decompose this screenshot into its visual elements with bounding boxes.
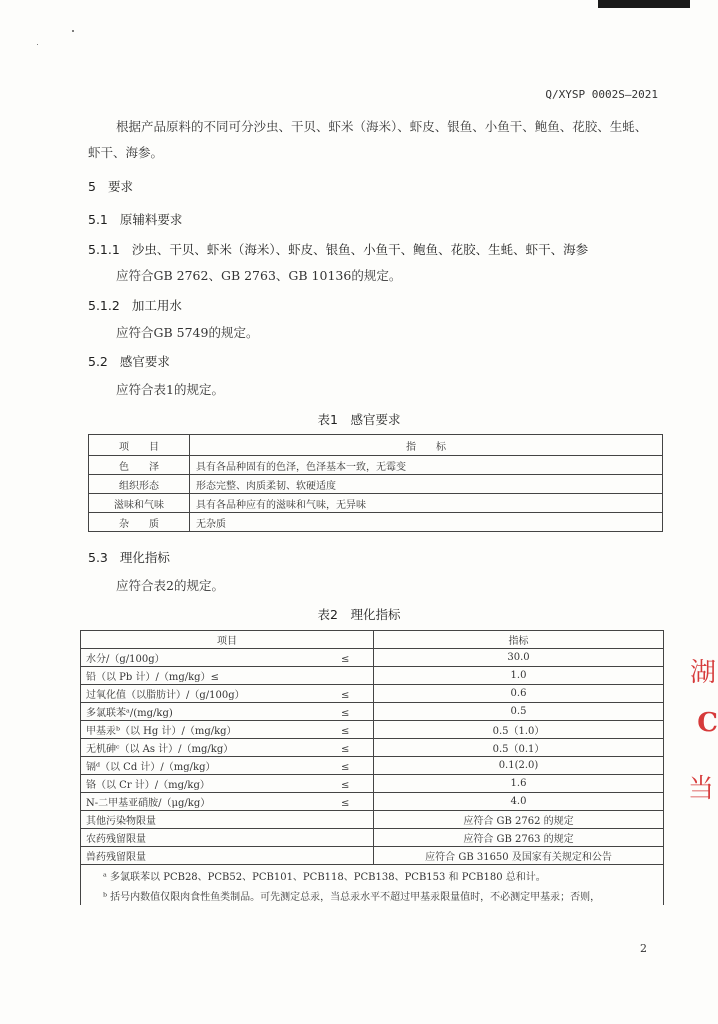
table-cell bbox=[81, 739, 374, 757]
item-label: 铅（以 Pb 计）/（mg/kg）≤ bbox=[86, 672, 219, 683]
table-cell bbox=[81, 649, 374, 667]
limit-symbol: ≤ bbox=[341, 726, 350, 737]
table-cell: 0.6 bbox=[374, 685, 664, 703]
section-5-heading bbox=[88, 177, 133, 195]
section-title: 加工用水 bbox=[131, 298, 182, 313]
section-title: 理化指标 bbox=[119, 550, 170, 565]
table-note-row bbox=[81, 865, 664, 886]
table-row bbox=[89, 475, 663, 494]
section-number: 5.3 bbox=[88, 550, 108, 565]
table-cell: 形态完整、肉质柔韧、软硬适度 bbox=[190, 475, 663, 494]
document-code: Q/XYSP 0002S—2021 bbox=[545, 88, 658, 101]
table-row bbox=[81, 775, 664, 793]
section-title: 原辅料要求 bbox=[119, 212, 183, 227]
table-cell bbox=[81, 829, 374, 847]
table-row bbox=[81, 793, 664, 811]
table-header-cell: 指标 bbox=[374, 631, 664, 649]
scan-bar bbox=[598, 0, 690, 8]
table-cell: 0.5（0.1） bbox=[374, 739, 664, 757]
table-row bbox=[81, 667, 664, 685]
table-cell: 无杂质 bbox=[190, 513, 663, 532]
table-note: ᵃ 多氯联苯以 PCB28、PCB52、PCB101、PCB118、PCB138、PCB153 和 PCB180 总和计。 bbox=[81, 865, 664, 886]
item-label: 农药残留限量 bbox=[86, 834, 146, 845]
section-number: 5.2 bbox=[88, 354, 108, 369]
section-title: 要求 bbox=[107, 179, 133, 194]
table-cell bbox=[81, 811, 374, 829]
table1-caption: 表1 感官要求 bbox=[317, 412, 401, 427]
table-cell: 0.5（1.0） bbox=[374, 721, 664, 739]
section-5-2-body: 应符合表1的规定。 bbox=[116, 382, 224, 397]
table-cell bbox=[81, 775, 374, 793]
table-cell bbox=[81, 685, 374, 703]
section-number: 5.1.1 bbox=[88, 242, 120, 257]
limit-symbol: ≤ bbox=[341, 798, 350, 809]
table-header-cell: 项 目 bbox=[89, 435, 190, 456]
item-label: 多氯联苯ᵃ/(mg/kg) bbox=[86, 708, 173, 719]
item-label: 过氧化值（以脂肪计）/（g/100g） bbox=[86, 690, 245, 701]
table-row bbox=[89, 494, 663, 513]
item-label: N-二甲基亚硝胺/（μg/kg） bbox=[86, 798, 211, 809]
limit-symbol: ≤ bbox=[341, 780, 350, 791]
item-label: 水分/（g/100g） bbox=[86, 654, 165, 665]
table-cell: 0.1(2.0) bbox=[374, 757, 664, 775]
table-cell: 1.6 bbox=[374, 775, 664, 793]
table-row bbox=[81, 649, 664, 667]
section-5-3-body: 应符合表2的规定。 bbox=[116, 578, 224, 593]
limit-symbol: ≤ bbox=[341, 654, 350, 665]
table-cell: 具有各品种应有的滋味和气味，无异味 bbox=[190, 494, 663, 513]
table-cell: 应符合 GB 2763 的规定 bbox=[374, 829, 664, 847]
table-header-row bbox=[89, 435, 663, 456]
section-number: 5.1 bbox=[88, 212, 108, 227]
table-row bbox=[89, 456, 663, 475]
section-title: 感官要求 bbox=[119, 354, 170, 369]
table2-caption: 表2 理化指标 bbox=[317, 607, 401, 622]
section-5-1-2-body: 应符合GB 5749的规定。 bbox=[116, 325, 259, 340]
table-row bbox=[81, 739, 664, 757]
table-header-cell: 项目 bbox=[81, 631, 374, 649]
table-header-cell: 指 标 bbox=[190, 435, 663, 456]
table-row bbox=[81, 829, 664, 847]
table-cell: 具有各品种固有的色泽，色泽基本一致，无霉变 bbox=[190, 456, 663, 475]
stamp-mark: C bbox=[697, 708, 718, 738]
sensory-requirements-table bbox=[88, 434, 663, 532]
section-5-2-heading bbox=[88, 352, 170, 370]
table-row bbox=[81, 685, 664, 703]
table-cell: 滋味和气味 bbox=[89, 494, 190, 513]
table-cell bbox=[81, 793, 374, 811]
limit-symbol: ≤ bbox=[341, 744, 350, 755]
item-label: 甲基汞ᵇ（以 Hg 计）/（mg/kg） bbox=[86, 726, 237, 737]
section-number: 5 bbox=[88, 179, 96, 194]
limit-symbol: ≤ bbox=[341, 762, 350, 773]
table-cell bbox=[81, 703, 374, 721]
table-header-row bbox=[81, 631, 664, 649]
section-5-1-1-heading bbox=[88, 240, 588, 258]
item-label: 镉ᵈ（以 Cd 计）/（mg/kg） bbox=[86, 762, 216, 773]
table-row bbox=[81, 847, 664, 865]
table-cell: 组织形态 bbox=[89, 475, 190, 494]
scan-speck bbox=[72, 30, 74, 32]
table-cell bbox=[81, 757, 374, 775]
table-row bbox=[81, 703, 664, 721]
limit-symbol: ≤ bbox=[341, 690, 350, 701]
table-cell: 应符合 GB 2762 的规定 bbox=[374, 811, 664, 829]
table-row bbox=[81, 721, 664, 739]
table-cell bbox=[81, 667, 374, 685]
table-row bbox=[89, 513, 663, 532]
table-cell: 应符合 GB 31650 及国家有关规定和公告 bbox=[374, 847, 664, 865]
table-row bbox=[81, 757, 664, 775]
table-cell bbox=[81, 847, 374, 865]
table-note-row bbox=[81, 885, 664, 905]
item-label: 无机砷ᶜ（以 As 计）/（mg/kg） bbox=[86, 744, 234, 755]
intro-paragraph-line1: 根据产品原料的不同可分沙虫、干贝、虾米（海米）、虾皮、银鱼、小鱼干、鲍鱼、花胶、生蚝、 bbox=[116, 119, 648, 134]
table-cell: 0.5 bbox=[374, 703, 664, 721]
table-cell bbox=[81, 721, 374, 739]
item-label: 兽药残留限量 bbox=[86, 852, 146, 863]
table-cell: 1.0 bbox=[374, 667, 664, 685]
section-5-1-heading bbox=[88, 210, 182, 228]
section-number: 5.1.2 bbox=[88, 298, 120, 313]
table-cell: 4.0 bbox=[374, 793, 664, 811]
section-5-1-1-body: 应符合GB 2762、GB 2763、GB 10136的规定。 bbox=[116, 268, 402, 283]
item-label: 铬（以 Cr 计）/（mg/kg） bbox=[86, 780, 210, 791]
table-note: ᵇ 括号内数值仅限肉食性鱼类制品。可先测定总汞，当总汞水平不超过甲基汞限量值时，不必测定甲基汞；否则， bbox=[81, 885, 664, 905]
intro-paragraph-line2: 虾干、海参。 bbox=[88, 145, 164, 160]
physicochemical-table bbox=[80, 630, 664, 905]
table-cell: 色 泽 bbox=[89, 456, 190, 475]
table-cell: 30.0 bbox=[374, 649, 664, 667]
page-number: 2 bbox=[640, 942, 647, 955]
section-5-1-2-heading bbox=[88, 296, 182, 314]
stamp-mark: 当 bbox=[687, 774, 714, 804]
section-5-3-heading bbox=[88, 548, 170, 566]
stamp-mark: 湖 bbox=[689, 658, 716, 688]
limit-symbol: ≤ bbox=[341, 708, 350, 719]
scan-speck bbox=[37, 44, 38, 45]
section-title: 沙虫、干贝、虾米（海米）、虾皮、银鱼、小鱼干、鲍鱼、花胶、生蚝、虾干、海参 bbox=[131, 242, 589, 257]
table-row bbox=[81, 811, 664, 829]
table-cell: 杂 质 bbox=[89, 513, 190, 532]
item-label: 其他污染物限量 bbox=[86, 816, 156, 827]
